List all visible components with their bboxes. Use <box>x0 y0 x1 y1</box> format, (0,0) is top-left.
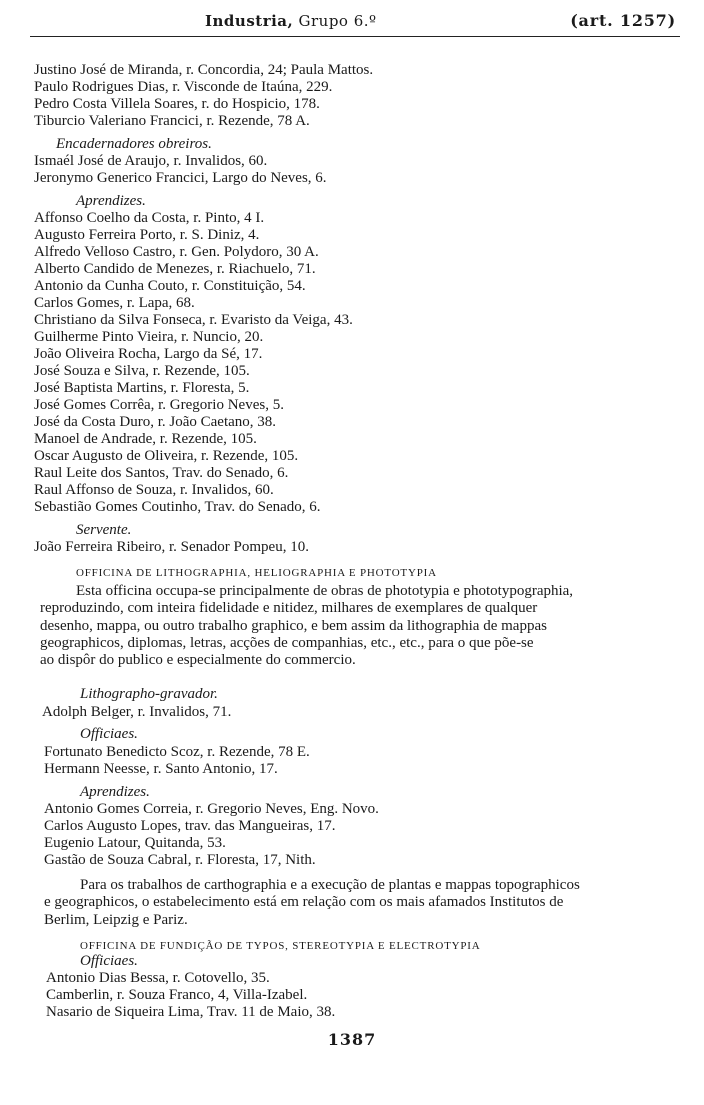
entry-line: Alfredo Velloso Castro, r. Gen. Polydoro, 30 A. <box>34 244 319 260</box>
paragraph-line: ao dispôr do publico e especialmente do commercio. <box>40 652 356 669</box>
paragraph-line: Para os trabalhos de carthographia e a execução de plantas e mappas topographicos <box>80 877 580 893</box>
entry-line: Antonio Dias Bessa, r. Cotovello, 35. <box>46 970 270 986</box>
section-heading: Aprendizes. <box>80 784 150 800</box>
entry-line: João Oliveira Rocha, Largo da Sé, 17. <box>34 346 263 362</box>
section-heading: Lithographo-gravador. <box>80 686 218 702</box>
entry-line: Ismaél José de Araujo, r. Invalidos, 60. <box>34 153 268 169</box>
entry-line: Paulo Rodrigues Dias, r. Visconde de Itaúna, 229. <box>34 79 333 95</box>
entry-line: Sebastião Gomes Coutinho, Trav. do Senado, 6. <box>34 499 321 515</box>
entry-line: Pedro Costa Villela Soares, r. do Hospicio, 178. <box>34 96 320 112</box>
header-title <box>205 12 377 30</box>
workshop-heading: OFFICINA DE FUNDIÇÃO DE TYPOS, STEREOTYPIA E ELECTROTYPIA <box>80 940 481 952</box>
entry-line: José Souza e Silva, r. Rezende, 105. <box>34 363 250 379</box>
entry-line: Nasario de Siqueira Lima, Trav. 11 de Maio, 38. <box>46 1004 336 1020</box>
paragraph-lithographia <box>40 583 685 669</box>
page-number: 1387 <box>327 1030 377 1049</box>
header-article: (art. 1257) <box>570 11 676 30</box>
paragraph-line: Berlim, Leipzig e Pariz. <box>44 911 188 928</box>
entry-line: José Gomes Corrêa, r. Gregorio Neves, 5. <box>34 397 284 413</box>
paragraph-line: reproduzindo, com inteira fidelidade e nitidez, milhares de exemplares de qualquer <box>40 600 538 617</box>
entry-line: Eugenio Latour, Quitanda, 53. <box>44 835 226 851</box>
entry-line: Guilherme Pinto Vieira, r. Nuncio, 20. <box>34 329 264 345</box>
entry-line: José da Costa Duro, r. João Caetano, 38. <box>34 414 277 430</box>
entry-line: Antonio Gomes Correia, r. Gregorio Neves, Eng. Novo. <box>44 801 379 817</box>
workshop-heading: OFFICINA DE LITHOGRAPHIA, HELIOGRAPHIA E PHOTOTYPIA <box>76 567 437 579</box>
entry-line: Gastão de Souza Cabral, r. Floresta, 17, Nith. <box>44 852 316 868</box>
entry-line: Affonso Coelho da Costa, r. Pinto, 4 I. <box>34 210 265 226</box>
paragraph-line: desenho, mappa, ou outro trabalho graphico, e bem assim da lithographia de mappas <box>40 617 547 634</box>
entry-line: Manoel de Andrade, r. Rezende, 105. <box>34 431 257 447</box>
paragraph-carthographia <box>44 877 689 929</box>
entry-line: Raul Affonso de Souza, r. Invalidos, 60. <box>34 482 274 498</box>
entry-line: Raul Leite dos Santos, Trav. do Senado, 6. <box>34 465 289 481</box>
entry-line: Camberlin, r. Souza Franco, 4, Villa-Izabel. <box>46 987 308 1003</box>
paragraph-line: e geographicos, o estabelecimento está em relação com os mais afamados Institutos de <box>44 894 564 911</box>
entry-line: Justino José de Miranda, r. Concordia, 24; Paula Mattos. <box>34 62 374 78</box>
entry-line: Oscar Augusto de Oliveira, r. Rezende, 105. <box>34 448 299 464</box>
entry-line: Jeronymo Generico Francici, Largo do Neves, 6. <box>34 170 327 186</box>
paragraph-line: Esta officina occupa-se principalmente de obras de phototypia e phototypographia, <box>76 583 574 599</box>
section-heading: Aprendizes. <box>76 193 146 209</box>
entry-line: Christiano da Silva Fonseca, r. Evaristo da Veiga, 43. <box>34 312 353 328</box>
entry-line: Antonio da Cunha Couto, r. Constituição, 54. <box>34 278 306 294</box>
entry-line: Carlos Gomes, r. Lapa, 68. <box>34 295 195 311</box>
entry-line: João Ferreira Ribeiro, r. Senador Pompeu, 10. <box>34 539 309 555</box>
entry-line: José Baptista Martins, r. Floresta, 5. <box>34 380 250 396</box>
header-title-rest: Grupo 6.º <box>293 12 377 30</box>
section-heading: Servente. <box>76 522 132 538</box>
section-heading: Officiaes. <box>80 726 138 742</box>
entry-line: Fortunato Benedicto Scoz, r. Rezende, 78 E. <box>44 744 310 760</box>
section-heading: Encadernadores obreiros. <box>56 136 212 152</box>
entry-line: Carlos Augusto Lopes, trav. das Mangueiras, 17. <box>44 818 336 834</box>
header-title-bold: Industria, <box>205 12 294 30</box>
section-heading: Officiaes. <box>80 953 138 969</box>
entry-line: Augusto Ferreira Porto, r. S. Diniz, 4. <box>34 227 260 243</box>
entry-line: Alberto Candido de Menezes, r. Riachuelo, 71. <box>34 261 316 277</box>
paragraph-line: geographicos, diplomas, letras, acções de companhias, etc., etc., para o que põe-se <box>40 634 534 651</box>
entry-line: Hermann Neesse, r. Santo Antonio, 17. <box>44 761 278 777</box>
entry-line: Adolph Belger, r. Invalidos, 71. <box>42 704 232 720</box>
running-header <box>30 10 680 37</box>
entry-line: Tiburcio Valeriano Francici, r. Rezende, 78 A. <box>34 113 310 129</box>
